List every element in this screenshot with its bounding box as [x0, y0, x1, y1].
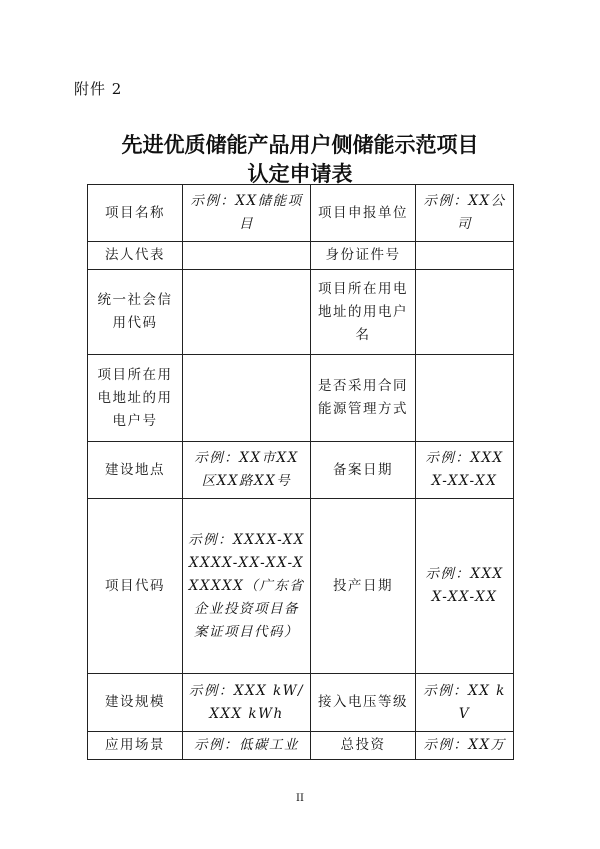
- page-number: II: [296, 793, 304, 804]
- value-id-number[interactable]: [416, 242, 514, 270]
- value-credit-code[interactable]: [183, 270, 311, 355]
- label-applicant-unit: 项目申报单位: [311, 185, 416, 242]
- label-credit-code: 统一社会信用代码: [88, 270, 183, 355]
- form-row-scale: [88, 674, 514, 732]
- value-location[interactable]: 示例：XX市XX区XX路XX号: [183, 442, 311, 499]
- label-voltage-level: 接入电压等级: [311, 674, 416, 732]
- form-row-account-number: [88, 355, 514, 442]
- form-row-project-code: [88, 499, 514, 674]
- attachment-label: 附件 2: [74, 80, 123, 98]
- label-account-name: 项目所在用电地址的用电户名: [311, 270, 416, 355]
- label-filing-date: 备案日期: [311, 442, 416, 499]
- value-legal-rep[interactable]: [183, 242, 311, 270]
- label-project-name: 项目名称: [88, 185, 183, 242]
- value-total-investment[interactable]: 示例：XX万: [416, 732, 514, 760]
- form-subtitle: 认定申请表: [247, 161, 353, 186]
- label-location: 建设地点: [88, 442, 183, 499]
- label-production-date: 投产日期: [311, 499, 416, 674]
- value-account-name[interactable]: [416, 270, 514, 355]
- form-title: 先进优质储能产品用户侧储能示范项目: [121, 132, 479, 157]
- label-account-number: 项目所在用电地址的用电户号: [88, 355, 183, 442]
- value-project-code[interactable]: 示例：XXXX-XXXXXX-XX-XX-XXXXXX（广东省企业投资项目备案证项目代码）: [183, 499, 311, 674]
- value-project-name[interactable]: 示例：XX储能项目: [183, 185, 311, 242]
- value-account-number[interactable]: [183, 355, 311, 442]
- label-id-number: 身份证件号: [311, 242, 416, 270]
- value-scenario[interactable]: 示例：低碳工业: [183, 732, 311, 760]
- label-scale: 建设规模: [88, 674, 183, 732]
- form-row-location: [88, 442, 514, 499]
- label-legal-rep: 法人代表: [88, 242, 183, 270]
- form-row-credit-code: [88, 270, 514, 355]
- value-emc-mode[interactable]: [416, 355, 514, 442]
- value-applicant-unit[interactable]: 示例：XX公司: [416, 185, 514, 242]
- value-filing-date[interactable]: 示例：XXXX-XX-XX: [416, 442, 514, 499]
- value-scale[interactable]: 示例：XXX kW/XXX kWh: [183, 674, 311, 732]
- label-scenario: 应用场景: [88, 732, 183, 760]
- value-voltage-level[interactable]: 示例：XX kV: [416, 674, 514, 732]
- value-production-date[interactable]: 示例：XXXX-XX-XX: [416, 499, 514, 674]
- label-emc-mode: 是否采用合同能源管理方式: [311, 355, 416, 442]
- form-row-scenario: [88, 732, 514, 760]
- label-project-code: 项目代码: [88, 499, 183, 674]
- form-row-legal-rep: [88, 242, 514, 270]
- label-total-investment: 总投资: [311, 732, 416, 760]
- application-form-table: [87, 184, 514, 760]
- form-row-project-name: [88, 185, 514, 242]
